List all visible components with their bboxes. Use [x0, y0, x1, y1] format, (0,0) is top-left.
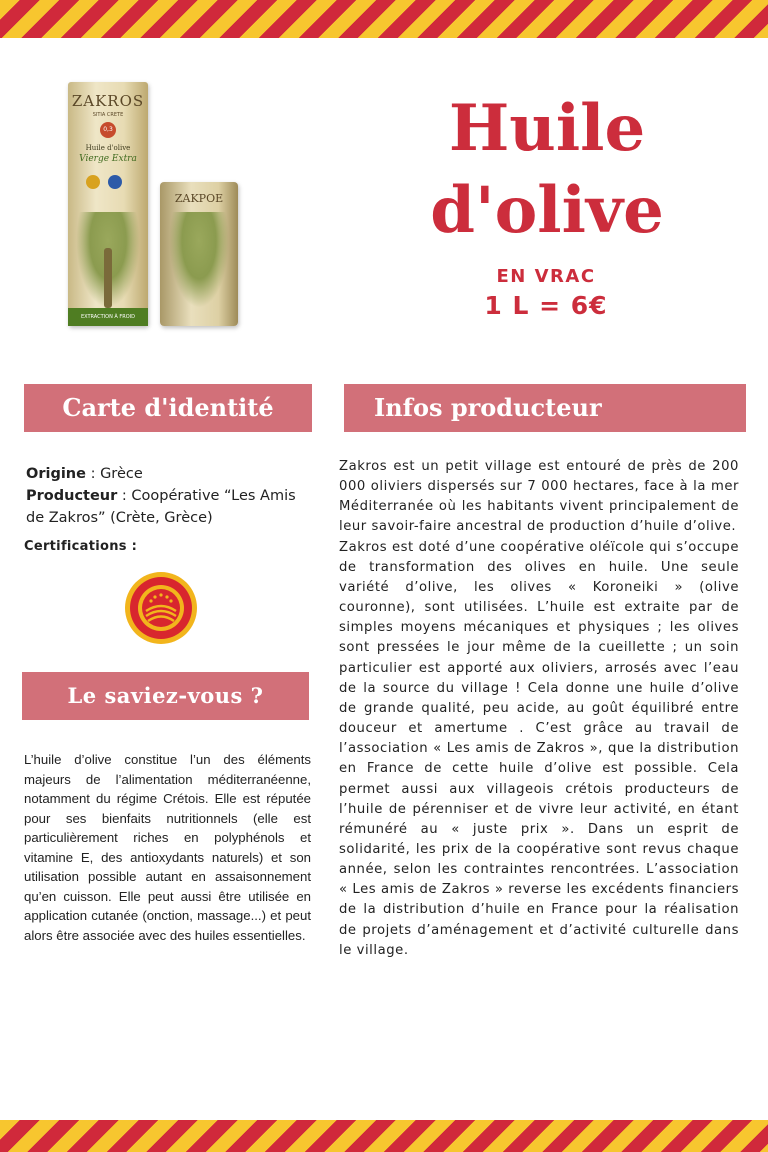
tin-sub-label: SITIA CRETE [92, 112, 124, 118]
price-label: 1 L = 6€ [484, 291, 608, 320]
olive-tree-trunk [104, 248, 112, 308]
tin-footer-band: EXTRACTION À FROID [68, 308, 148, 326]
title-line-2: d'olive [430, 173, 664, 248]
top-stripe-border [0, 0, 768, 38]
tin-grade-label: Vierge Extra [79, 154, 137, 164]
pdo-seal-icon [124, 571, 198, 645]
origin-value: : Grèce [85, 466, 143, 482]
tall-oil-tin [68, 82, 148, 326]
small-tin-brand-label: ZAKPOE [174, 192, 224, 205]
small-oil-tin [160, 182, 238, 326]
producer-info-paragraph-1: Zakros est un petit village est entouré de près de 200 000 oliviers dispersés sur 7 000 hectares, face à la mer Méditerranée où les habitants vivent principalement de leur savoir-faire ancestral de production d’huile d’olive. [339, 459, 739, 535]
title-line-1: Huile [448, 91, 646, 166]
identity-details [26, 463, 316, 529]
tin-brand-label: ZAKROS [71, 92, 145, 110]
producer-label: Producteur [26, 488, 118, 504]
small-tin-tree-illustration [169, 212, 229, 308]
origin-line [26, 463, 316, 485]
tin-acidity-badge: 0,3 [100, 122, 116, 138]
producer-info-text [339, 457, 739, 961]
producer-info-paragraph-2: Zakros est doté d’une coopérative oléïcole qui s’occupe de transformation des olives en huile. Une seule variété d’olive, les olives « Koroneiki » (olive couronne), sont utilisées. L’huile est extraite par de simples moyens mécaniques et physiques ; les olives sont pressées le jour même de la cueillette ; un soin particulier est apporté aux oliviers, arrosés avec l’eau de la source du village ! Cela donne une huile d’olive de grande qualité, peu acide, au goût équilibré entre douceur et amertume . C’est grâce au travail de l’association « Les amis de Zakros », que la distribution en France de cette huile d’olive est possible. Cela permet aussi aux villageois crétois producteurs de l’huile de pérenniser et de vivre leur activité, en étant rémunéré au « juste prix ». Dans un esprit de solidarité, les prix de la coopérative sont revus chaque année, selon les contraintes rencontrées. L’association « Les amis de Zakros » reverse les excédents financiers de la distribution d’huile en France pour la réalisation de projets d’aménagement et d’activité culturelle dans le village. [339, 539, 739, 958]
olive-oil-product-image [64, 78, 254, 333]
producer-line [26, 485, 316, 529]
origin-label: Origine [26, 466, 86, 482]
producer-value: : Coopérative “Les Amis de Zakros” (Crète, Grèce) [26, 488, 296, 526]
certifications-label: Certifications : [24, 539, 138, 554]
bottom-stripe-border [0, 1120, 768, 1152]
did-you-know-heading: Le saviez-vous ? [22, 672, 309, 720]
page-title [402, 88, 692, 252]
did-you-know-text: L’huile d’olive constitue l’un des éléments majeurs de l’alimentation méditerranéenne, notamment du régime Crétois. Elle est réputée pour ses bienfaits nutritionnels (elle est particulièrement riches en polyphénols et vitamine E, des antioxydants naturels) et son utilisation possible autant en assaisonnement qu’en cuisson. Elle peut aussi être utilisée en application cutanée (onction, massage...) et peut alors être associée avec des huiles essentielles. [24, 752, 311, 943]
tin-product-label: Huile d'olive [85, 144, 131, 152]
bulk-subtitle: EN VRAC [496, 266, 596, 287]
tin-quality-seals [82, 174, 134, 192]
identity-card-heading: Carte d'identité [24, 384, 312, 432]
producer-info-heading: Infos producteur [344, 384, 746, 432]
